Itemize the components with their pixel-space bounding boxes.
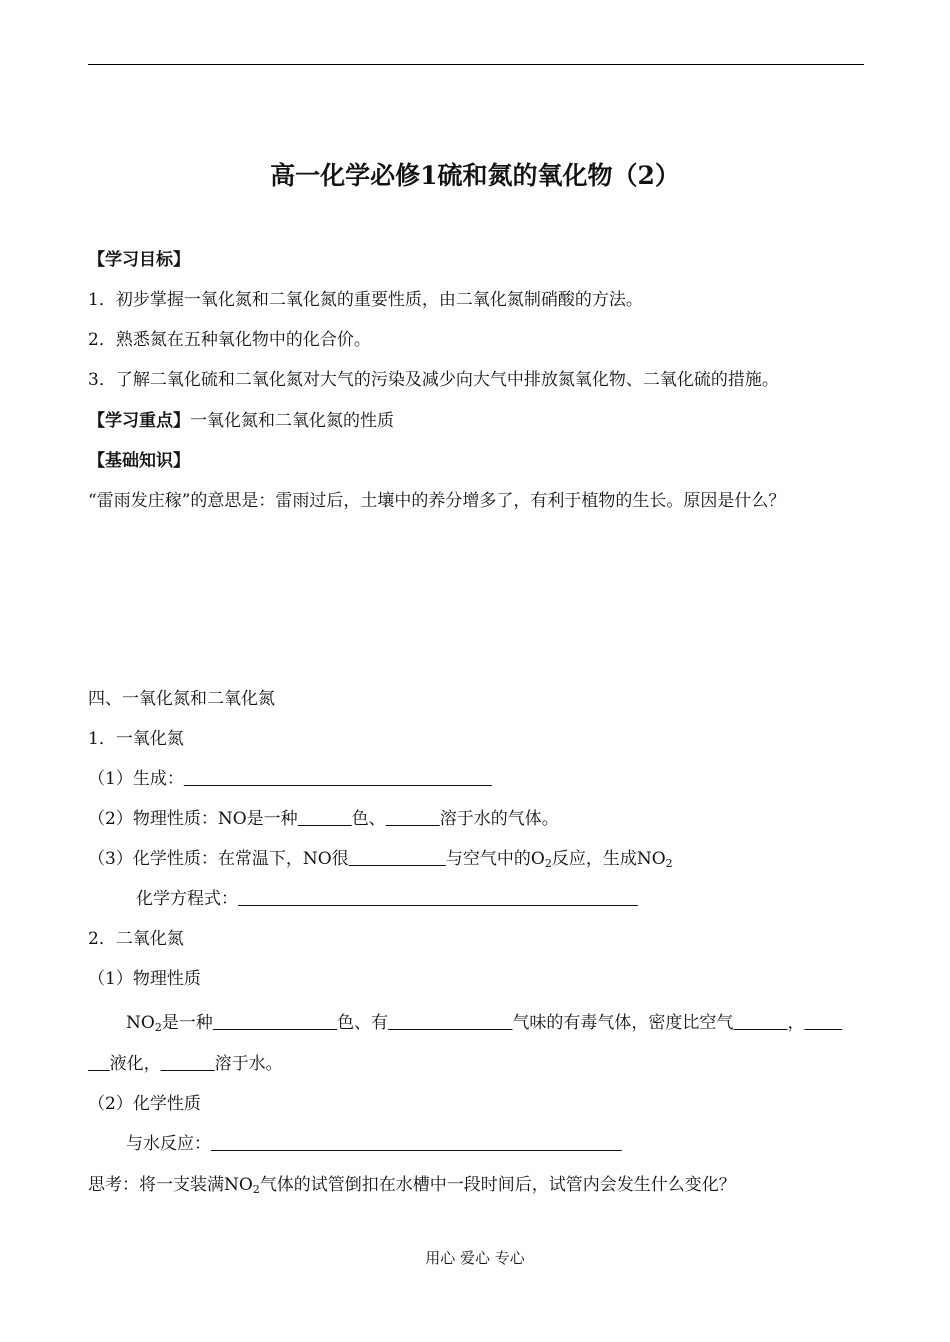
no2-liquefy-blank-a[interactable] [804, 1013, 842, 1033]
focus-heading: 【学习重点】 [88, 411, 190, 431]
no-reactivity-blank[interactable] [349, 849, 446, 869]
no2-solubility-blank[interactable] [161, 1054, 215, 1074]
basics-question: “雷雨发庄稼”的意思是：雷雨过后，土壤中的养分增多了，有利于植物的生长。原因是什么？ [88, 491, 786, 511]
objectives-heading: 【学习目标】 [88, 250, 190, 270]
no-generation-line [88, 768, 492, 790]
no-physical-text-c: 溶于水的气体。 [439, 809, 559, 829]
no-chemical-line [88, 848, 673, 870]
no2-liquefy-blank-b[interactable] [88, 1054, 110, 1074]
no2-water-line [126, 1133, 622, 1155]
no-chemical-text-a: （3）化学性质：在常温下，NO很 [88, 849, 349, 869]
section4-heading: 四、一氧化氮和二氧化氮 [88, 689, 275, 709]
no-chemical-text-c: 反应，生成NO [551, 849, 666, 869]
no2-text-b: 是一种 [161, 1013, 213, 1033]
think-subscript: 2 [252, 1183, 260, 1196]
objective-item-2: 2．熟悉氮在五种氧化物中的化合价。 [88, 330, 371, 350]
no-color-blank[interactable] [298, 809, 352, 829]
no2-text-c: 色、有 [337, 1013, 389, 1033]
no2-text-d: 气味的有毒气体，密度比空气 [512, 1013, 734, 1033]
no2-water-label: 与水反应： [126, 1134, 211, 1154]
basics-heading: 【基础知识】 [88, 451, 190, 471]
page-footer: 用心 爱心 专心 [425, 1249, 525, 1267]
no-equation-blank[interactable] [238, 889, 638, 909]
no2-subscript-a: 2 [154, 1021, 162, 1034]
header-rule [88, 64, 864, 65]
no2-text-a: NO [126, 1013, 155, 1033]
no-generation-label: （1）生成： [88, 769, 184, 789]
no2-density-blank[interactable] [733, 1013, 787, 1033]
page-title: 高一化学必修1硫和氮的氧化物（2） [270, 161, 680, 190]
no2-physical-line-2 [88, 1053, 283, 1075]
no2-text-g: 溶于水。 [214, 1054, 283, 1074]
no2-chemical-heading: （2）化学性质 [88, 1094, 201, 1114]
no2-subscript: 2 [665, 857, 673, 870]
no-physical-line [88, 808, 559, 830]
no2-water-blank[interactable] [211, 1134, 622, 1154]
no-heading: 1．一氧化氮 [88, 729, 184, 749]
no-chemical-text-b: 与空气中的O [445, 849, 545, 869]
no2-text-f: 液化， [109, 1054, 161, 1074]
no2-text-e: ， [787, 1013, 805, 1033]
no2-heading: 2．二氧化氮 [88, 929, 184, 949]
no-solubility-blank[interactable] [386, 809, 440, 829]
no-physical-text-b: 色、 [351, 809, 386, 829]
think-text-b: 气体的试管倒扣在水槽中一段时间后，试管内会发生什么变化？ [259, 1175, 736, 1195]
no2-physical-heading: （1）物理性质 [88, 969, 201, 989]
o2-subscript: 2 [544, 857, 552, 870]
focus-line [88, 410, 394, 432]
focus-text: 一氧化氮和二氧化氮的性质 [190, 411, 394, 431]
no-physical-text-a: （2）物理性质：NO是一种 [88, 809, 298, 829]
objective-item-1: 1．初步掌握一氧化氮和二氧化氮的重要性质，由二氧化氮制硝酸的方法。 [88, 290, 643, 310]
no-equation-line [136, 888, 638, 910]
no-generation-blank[interactable] [184, 769, 492, 789]
objective-item-3: 3．了解二氧化硫和二氧化氮对大气的污染及减少向大气中排放氮氧化物、二氧化硫的措施。 [88, 370, 779, 390]
think-line [88, 1174, 736, 1196]
think-text-a: 思考：将一支装满NO [88, 1175, 253, 1195]
no-equation-label: 化学方程式： [136, 889, 238, 909]
no2-color-blank[interactable] [213, 1013, 337, 1033]
no2-odor-blank[interactable] [388, 1013, 512, 1033]
no2-physical-line-1 [126, 1012, 842, 1034]
